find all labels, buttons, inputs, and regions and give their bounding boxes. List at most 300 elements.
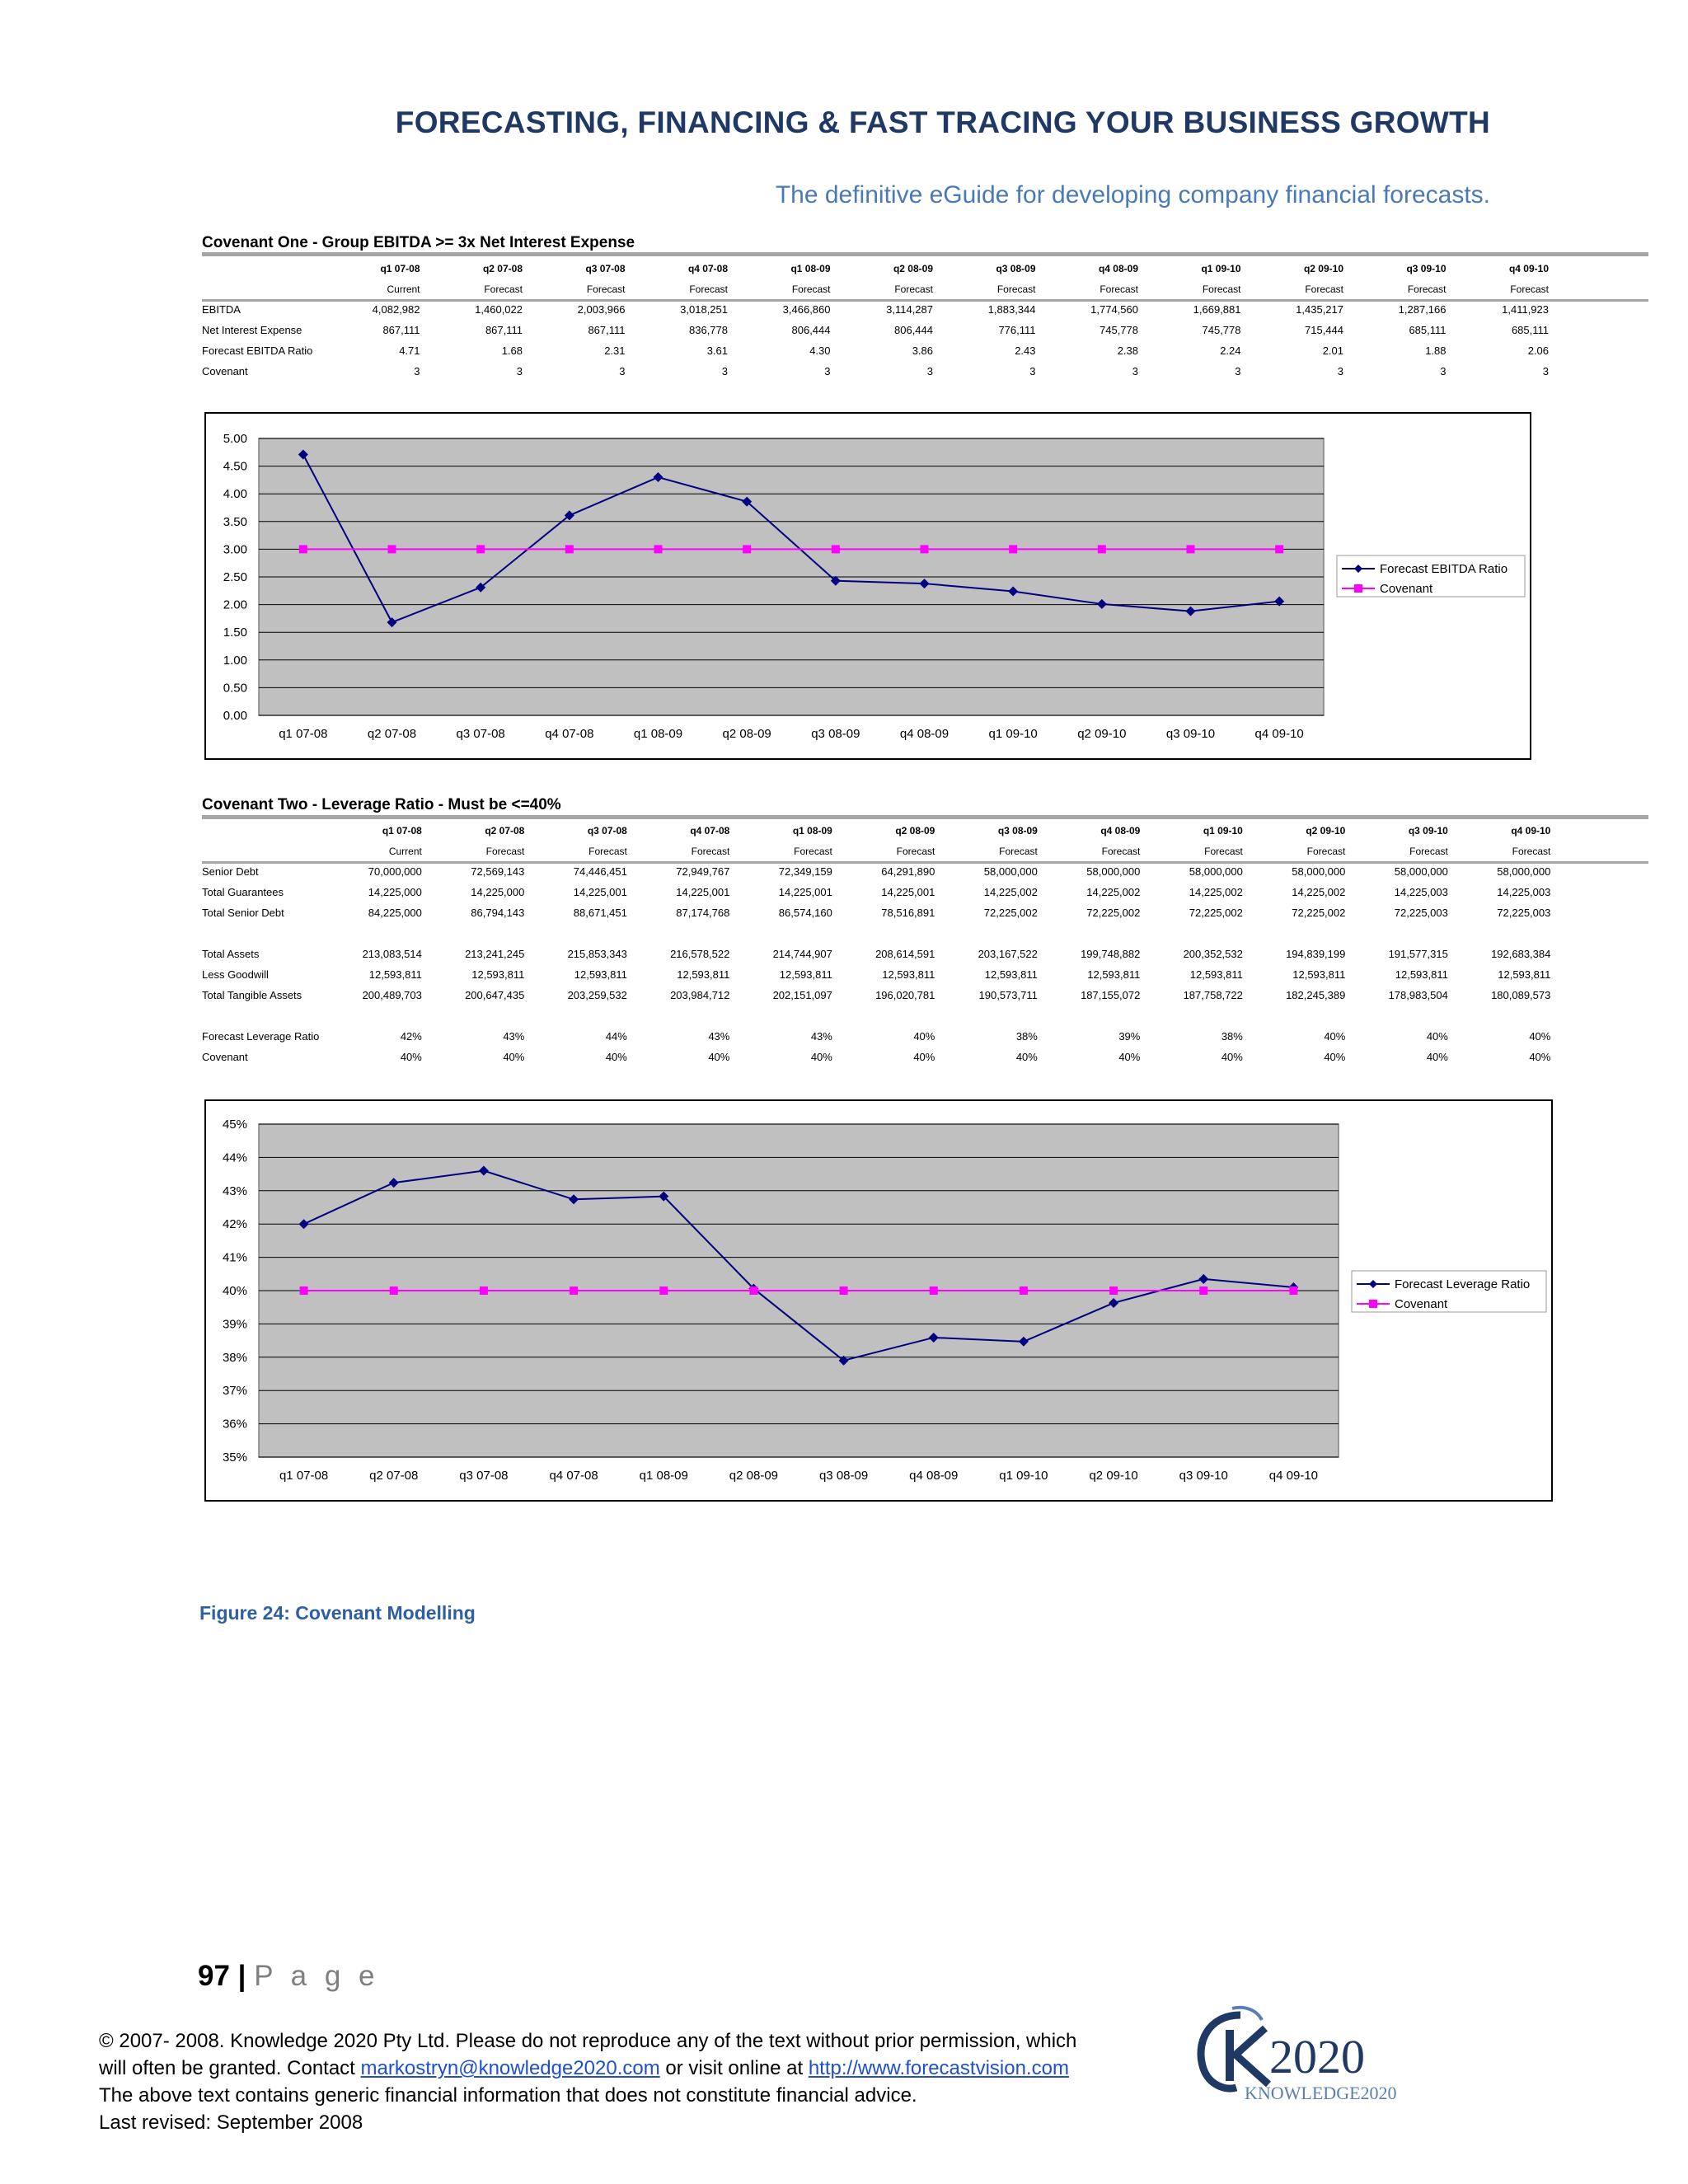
data-point	[299, 545, 307, 553]
data-point	[1009, 545, 1017, 553]
covenant-one-table	[202, 258, 1549, 382]
website-link[interactable]: http://www.forecastvision.com	[808, 2057, 1069, 2079]
y-tick-label: 40%	[222, 1284, 247, 1298]
page-number-value: 97	[198, 1960, 230, 1992]
document-title: FORECASTING, FINANCING & FAST TRACING YOUR BUSINESS GROWTH	[395, 105, 1490, 139]
row-label: EBITDA	[202, 303, 241, 316]
table-cell: 836,778	[689, 324, 728, 336]
table-cell: 776,111	[998, 324, 1036, 336]
y-tick-label: 3.00	[223, 542, 247, 557]
table-cell: 182,245,389	[1286, 989, 1346, 1001]
table-cell: 70,000,000	[368, 865, 422, 878]
period-type-header: Forecast	[894, 283, 933, 295]
x-tick-label: q1 09-10	[988, 727, 1038, 741]
table-cell: 3.86	[912, 344, 933, 357]
table-cell: 40%	[913, 1051, 935, 1063]
y-tick-label: 5.00	[223, 432, 247, 446]
x-tick-label: q2 09-10	[1089, 1469, 1138, 1483]
y-tick-label: 3.50	[223, 514, 247, 529]
table-cell: 42%	[400, 1030, 422, 1043]
y-tick-label: 44%	[222, 1151, 247, 1165]
period-type-header: Current	[387, 283, 420, 295]
period-header: q3 07-08	[585, 262, 626, 274]
row-label: Total Senior Debt	[202, 907, 284, 919]
data-point	[921, 545, 929, 553]
data-point	[570, 1286, 578, 1295]
table-cell: 74,446,451	[573, 865, 627, 878]
row-label: Total Guarantees	[202, 886, 284, 898]
data-point	[930, 1286, 938, 1295]
x-tick-label: q4 09-10	[1254, 727, 1304, 741]
header-blank	[202, 841, 319, 861]
period-type-header: Forecast	[1101, 845, 1141, 857]
table-cell: 213,083,514	[362, 948, 422, 960]
period-header: q4 07-08	[687, 262, 728, 274]
table-cell: 867,111	[588, 324, 626, 336]
table-cell: 58,000,000	[1189, 865, 1243, 878]
table-cell: 2.31	[604, 344, 626, 357]
table-cell: 12,593,811	[1087, 968, 1141, 981]
table-cell: 72,225,003	[1394, 907, 1448, 919]
covenant-two-table	[202, 820, 1550, 1067]
header-rule	[202, 299, 1648, 302]
table-cell: 685,111	[1409, 324, 1447, 336]
y-tick-label: 1.00	[223, 653, 247, 668]
table-cell: 200,352,532	[1183, 948, 1243, 960]
period-header: q3 09-10	[1408, 824, 1448, 837]
x-tick-label: q3 08-09	[811, 727, 860, 741]
data-point	[840, 1286, 848, 1295]
document-subtitle: The definitive eGuide for developing company financial forecasts.	[775, 181, 1490, 209]
table-cell: 178,983,504	[1388, 989, 1448, 1001]
table-cell: 715,444	[1305, 324, 1343, 336]
x-tick-label: q1 08-09	[639, 1469, 688, 1483]
x-tick-label: q1 08-09	[633, 727, 683, 741]
table-cell: 14,225,001	[676, 886, 730, 898]
legend-label: Forecast Leverage Ratio	[1395, 1277, 1531, 1291]
table-row	[202, 320, 1549, 340]
table-cell: 3	[619, 365, 626, 377]
footer-disclaimer: The above text contains generic financial information that does not constitute financial advice.	[99, 2084, 917, 2107]
y-tick-label: 4.00	[223, 487, 247, 502]
table-cell: 1.88	[1425, 344, 1447, 357]
table-cell: 40%	[503, 1051, 525, 1063]
y-tick-label: 43%	[222, 1183, 247, 1198]
x-tick-label: q1 09-10	[999, 1469, 1048, 1483]
period-header: q1 08-09	[790, 262, 831, 274]
table-cell: 685,111	[1511, 324, 1549, 336]
data-point	[480, 1286, 488, 1295]
row-label: Total Tangible Assets	[202, 989, 302, 1001]
row-label: Senior Debt	[202, 865, 259, 878]
y-tick-label: 0.00	[223, 709, 247, 723]
period-type-header: Forecast	[794, 845, 832, 857]
table-cell: 40%	[708, 1051, 730, 1063]
x-tick-label: q1 07-08	[279, 1469, 329, 1483]
x-tick-label: q4 08-09	[899, 727, 950, 741]
row-label: Net Interest Expense	[202, 324, 302, 336]
table-cell: 40%	[913, 1030, 935, 1043]
period-type-header: Forecast	[1204, 845, 1243, 857]
table-cell: 44%	[605, 1030, 627, 1043]
table-cell: 1,287,166	[1398, 303, 1447, 316]
period-header: q1 08-09	[792, 824, 832, 837]
table-cell: 40%	[1426, 1051, 1448, 1063]
page-label: P a g e	[254, 1960, 380, 1992]
period-header: q1 07-08	[380, 262, 420, 274]
y-tick-label: 4.50	[223, 459, 247, 474]
table-cell: 40%	[810, 1051, 832, 1063]
header-rule	[202, 861, 1648, 864]
table-cell: 3	[1337, 365, 1343, 377]
table-cell: 2.38	[1117, 344, 1138, 357]
table-cell: 12,593,811	[368, 968, 422, 981]
x-tick-label: q4 09-10	[1268, 1469, 1319, 1483]
legend-label: Forecast EBITDA Ratio	[1380, 562, 1508, 576]
footer	[99, 2027, 1170, 2136]
table-cell: 3.61	[706, 344, 728, 357]
period-header: q4 08-09	[1098, 262, 1138, 274]
table-cell: 40%	[1529, 1030, 1551, 1043]
table-cell: 72,569,143	[471, 865, 525, 878]
table-cell: 214,744,907	[772, 948, 832, 960]
x-tick-label: q2 08-09	[722, 727, 771, 741]
period-type-header: Current	[388, 845, 422, 857]
table-cell: 72,349,159	[778, 865, 832, 878]
data-point	[1187, 545, 1195, 553]
x-tick-label: q3 09-10	[1179, 1469, 1228, 1483]
table-cell: 2,003,966	[577, 303, 626, 316]
table-cell: 14,225,001	[573, 886, 627, 898]
email-link[interactable]: markostryn@knowledge2020.com	[360, 2057, 660, 2079]
table-row	[202, 340, 1549, 361]
row-label: Covenant	[202, 1051, 248, 1063]
data-point	[300, 1286, 308, 1295]
table-cell: 202,151,097	[772, 989, 832, 1001]
table-cell: 58,000,000	[1497, 865, 1551, 878]
table-cell: 2.24	[1220, 344, 1241, 357]
table-cell: 40%	[1221, 1051, 1243, 1063]
legend-label: Covenant	[1380, 582, 1433, 596]
ebitda-ratio-chart-frame	[204, 412, 1531, 760]
table-cell: 12,593,811	[882, 968, 935, 981]
x-tick-label: q3 07-08	[459, 1469, 509, 1483]
table-rule	[202, 252, 1648, 256]
table-cell: 1,669,881	[1193, 303, 1241, 316]
y-tick-label: 42%	[222, 1217, 247, 1232]
table-cell: 187,758,722	[1183, 989, 1243, 1001]
data-point	[1020, 1286, 1028, 1295]
period-header: q1 09-10	[1203, 824, 1243, 837]
x-tick-label: q4 08-09	[909, 1469, 959, 1483]
table-cell: 38%	[1221, 1030, 1243, 1043]
table-row	[202, 1026, 1550, 1047]
table-cell: 87,174,768	[676, 907, 730, 919]
y-tick-label: 39%	[222, 1317, 247, 1332]
table-cell: 2.06	[1527, 344, 1549, 357]
data-point	[749, 1286, 757, 1295]
table-cell: 3,114,287	[886, 303, 933, 316]
table-row	[202, 944, 1550, 964]
row-label: Forecast Leverage Ratio	[202, 1030, 320, 1043]
period-header: q4 08-09	[1100, 824, 1141, 837]
footer-copyright: © 2007- 2008. Knowledge 2020 Pty Ltd. Please do not reproduce any of the text without prior permission, which	[99, 2030, 1077, 2052]
figure-caption: Figure 24: Covenant Modelling	[199, 1602, 476, 1624]
table-cell: 58,000,000	[1292, 865, 1346, 878]
table-cell: 194,839,199	[1286, 948, 1346, 960]
legend-label: Covenant	[1395, 1297, 1448, 1311]
table-cell: 72,225,002	[1189, 907, 1243, 919]
period-type-header: Forecast	[1409, 845, 1448, 857]
footer-revised: Last revised: September 2008	[99, 2111, 363, 2134]
table-row	[202, 985, 1550, 1005]
ebitda-ratio-chart	[206, 414, 1530, 758]
period-type-header: Forecast	[1100, 283, 1138, 295]
period-header: q3 09-10	[1406, 262, 1447, 274]
table-cell: 203,259,532	[567, 989, 627, 1001]
table-row	[202, 861, 1550, 882]
table-cell: 190,573,711	[978, 989, 1038, 1001]
table-cell: 14,225,002	[983, 886, 1038, 898]
x-tick-label: q3 09-10	[1165, 727, 1216, 741]
data-point	[1109, 1286, 1118, 1295]
period-header: q2 09-10	[1306, 824, 1346, 837]
table-cell: 43%	[503, 1030, 525, 1043]
table-cell: 200,489,703	[362, 989, 422, 1001]
table-cell: 187,155,072	[1081, 989, 1141, 1001]
table-rule	[202, 815, 1648, 819]
table-cell: 14,225,002	[1292, 886, 1346, 898]
table-cell: 1,435,217	[1296, 303, 1343, 316]
table-cell: 14,225,003	[1497, 886, 1551, 898]
period-header: q4 09-10	[1511, 824, 1551, 837]
y-tick-label: 36%	[222, 1417, 247, 1432]
footer-contact	[99, 2055, 1170, 2082]
period-header: q4 07-08	[690, 824, 730, 837]
table-cell: 3	[926, 365, 933, 377]
chart-legend	[1337, 555, 1525, 597]
data-point	[1199, 1286, 1207, 1295]
leverage-ratio-chart	[206, 1101, 1551, 1500]
table-cell: 2.43	[1015, 344, 1036, 357]
page-separator: |	[237, 1960, 246, 1992]
footer-contact-text: will often be granted. Contact	[99, 2057, 361, 2079]
period-header: q2 07-08	[485, 824, 525, 837]
period-type-header: Forecast	[485, 845, 525, 857]
table-cell: 84,225,000	[368, 907, 422, 919]
table-cell: 12,593,811	[779, 968, 832, 981]
table-cell: 88,671,451	[573, 907, 627, 919]
table-cell: 4,082,982	[372, 303, 420, 316]
period-type-header: Forecast	[586, 283, 626, 295]
table-cell: 12,593,811	[1395, 968, 1448, 981]
table-cell: 40%	[1118, 1051, 1141, 1063]
y-tick-label: 37%	[222, 1384, 247, 1399]
table-cell: 3	[721, 365, 728, 377]
period-header: q3 08-09	[997, 824, 1038, 837]
table-cell: 12,593,811	[1189, 968, 1243, 981]
period-type-header: Forecast	[1510, 283, 1549, 295]
table-cell: 867,111	[485, 324, 523, 336]
table-cell: 14,225,003	[1394, 886, 1448, 898]
table-cell: 14,225,001	[881, 886, 935, 898]
table-cell: 806,444	[894, 324, 933, 336]
period-type-header: Forecast	[691, 845, 730, 857]
table-cell: 203,167,522	[978, 948, 1038, 960]
x-tick-label: q3 08-09	[818, 1469, 869, 1483]
table-cell: 867,111	[382, 324, 420, 336]
table-cell: 191,577,315	[1388, 948, 1448, 960]
table-cell: 72,225,002	[1086, 907, 1141, 919]
period-type-header: Forecast	[484, 283, 523, 295]
table-cell: 14,225,002	[1189, 886, 1243, 898]
covenant-two-title: Covenant Two - Leverage Ratio - Must be <=40%	[202, 796, 561, 813]
data-point	[388, 545, 396, 553]
period-type-header: Forecast	[1202, 283, 1241, 295]
period-type-header: Forecast	[996, 283, 1036, 295]
table-cell: 12,593,811	[471, 968, 525, 981]
period-type-header: Forecast	[1512, 845, 1551, 857]
y-tick-label: 38%	[222, 1350, 247, 1365]
table-cell: 3	[1235, 365, 1241, 377]
logo-subtext: KNOWLEDGE2020	[1245, 2083, 1397, 2103]
table-cell: 3	[1029, 365, 1036, 377]
table-cell: 78,516,891	[881, 907, 935, 919]
period-header: q2 08-09	[893, 262, 933, 274]
table-cell: 40%	[400, 1051, 422, 1063]
table-cell: 72,949,767	[676, 865, 730, 878]
data-point	[832, 545, 840, 553]
data-point	[1098, 545, 1106, 553]
page-number	[198, 1960, 379, 1993]
period-header: q2 08-09	[895, 824, 935, 837]
table-cell: 14,225,002	[1086, 886, 1141, 898]
header-blank	[202, 258, 317, 279]
table-cell: 192,683,384	[1491, 948, 1551, 960]
table-cell: 4.30	[809, 344, 831, 357]
header-blank	[202, 279, 317, 299]
x-tick-label: q4 07-08	[545, 727, 594, 741]
period-type-header: Forecast	[791, 283, 831, 295]
table-cell: 12,593,811	[677, 968, 730, 981]
period-header: q2 07-08	[482, 262, 523, 274]
table-cell: 43%	[708, 1030, 730, 1043]
header-blank	[202, 820, 319, 841]
table-cell: 196,020,781	[875, 989, 935, 1001]
table-cell: 86,574,160	[778, 907, 832, 919]
table-cell: 3	[414, 365, 420, 377]
x-tick-label: q2 07-08	[369, 1469, 419, 1483]
table-cell: 72,225,002	[983, 907, 1038, 919]
y-tick-label: 35%	[222, 1451, 247, 1465]
table-cell: 2.01	[1322, 344, 1343, 357]
period-type-header: Forecast	[1306, 845, 1346, 857]
period-type-header: Forecast	[1305, 283, 1343, 295]
data-point	[654, 545, 663, 553]
table-cell: 58,000,000	[983, 865, 1038, 878]
table-cell: 1,883,344	[987, 303, 1036, 316]
row-label: Forecast EBITDA Ratio	[202, 344, 313, 357]
table-cell: 745,778	[1100, 324, 1138, 336]
data-point	[659, 1286, 668, 1295]
table-row	[202, 1047, 1550, 1067]
row-label: Total Assets	[202, 948, 260, 960]
data-point	[1289, 1286, 1297, 1295]
table-cell: 203,984,712	[670, 989, 730, 1001]
x-tick-label: q2 07-08	[367, 727, 417, 741]
period-header: q3 08-09	[996, 262, 1036, 274]
period-type-header: Forecast	[689, 283, 728, 295]
table-cell: 40%	[1324, 1030, 1346, 1043]
footer-contact-text-2: or visit online at	[659, 2057, 809, 2079]
table-cell: 1.68	[501, 344, 523, 357]
logo-mark-icon	[1183, 1999, 1447, 2106]
table-cell: 199,748,882	[1081, 948, 1141, 960]
table-cell: 14,225,001	[778, 886, 832, 898]
table-cell: 213,241,245	[465, 948, 525, 960]
period-type-header: Forecast	[896, 845, 935, 857]
x-tick-label: q4 07-08	[549, 1469, 598, 1483]
table-cell: 12,593,811	[1498, 968, 1551, 981]
table-cell: 38%	[1015, 1030, 1038, 1043]
legend-marker	[1354, 584, 1362, 593]
x-tick-label: q2 09-10	[1077, 727, 1127, 741]
data-point	[390, 1286, 398, 1295]
table-cell: 3	[1132, 365, 1138, 377]
data-point	[743, 545, 751, 553]
period-type-header: Forecast	[588, 845, 627, 857]
table-cell: 72,225,002	[1292, 907, 1346, 919]
table-cell: 40%	[1529, 1051, 1551, 1063]
table-cell: 215,853,343	[567, 948, 627, 960]
period-header: q4 09-10	[1508, 262, 1549, 274]
table-cell: 1,411,923	[1502, 303, 1549, 316]
table-cell: 806,444	[791, 324, 831, 336]
table-cell: 3	[1542, 365, 1549, 377]
legend-marker	[1369, 1300, 1377, 1308]
period-header: q3 07-08	[587, 824, 627, 837]
table-cell: 3	[824, 365, 831, 377]
table-cell: 40%	[605, 1051, 627, 1063]
table-row	[202, 361, 1549, 382]
logo-text: 2020	[1269, 2030, 1365, 2083]
table-cell: 40%	[1324, 1051, 1346, 1063]
table-cell: 58,000,000	[1086, 865, 1141, 878]
table-cell: 3	[1440, 365, 1447, 377]
table-cell: 200,647,435	[465, 989, 525, 1001]
knowledge2020-logo	[1183, 1999, 1447, 2106]
table-cell: 12,593,811	[984, 968, 1038, 981]
table-cell: 40%	[1015, 1051, 1038, 1063]
y-tick-label: 2.00	[223, 598, 247, 612]
table-cell: 4.71	[399, 344, 420, 357]
table-cell: 86,794,143	[471, 907, 525, 919]
x-tick-label: q3 07-08	[456, 727, 505, 741]
row-label: Covenant	[202, 365, 248, 377]
y-tick-label: 41%	[222, 1250, 247, 1265]
table-row	[202, 299, 1549, 320]
y-tick-label: 45%	[222, 1118, 247, 1132]
table-cell: 3	[516, 365, 523, 377]
table-cell: 39%	[1118, 1030, 1141, 1043]
data-point	[565, 545, 574, 553]
row-label: Less Goodwill	[202, 968, 269, 981]
table-row	[202, 882, 1550, 902]
data-point	[1275, 545, 1283, 553]
table-cell: 40%	[1426, 1030, 1448, 1043]
period-header: q2 09-10	[1303, 262, 1343, 274]
table-cell: 14,225,000	[368, 886, 422, 898]
